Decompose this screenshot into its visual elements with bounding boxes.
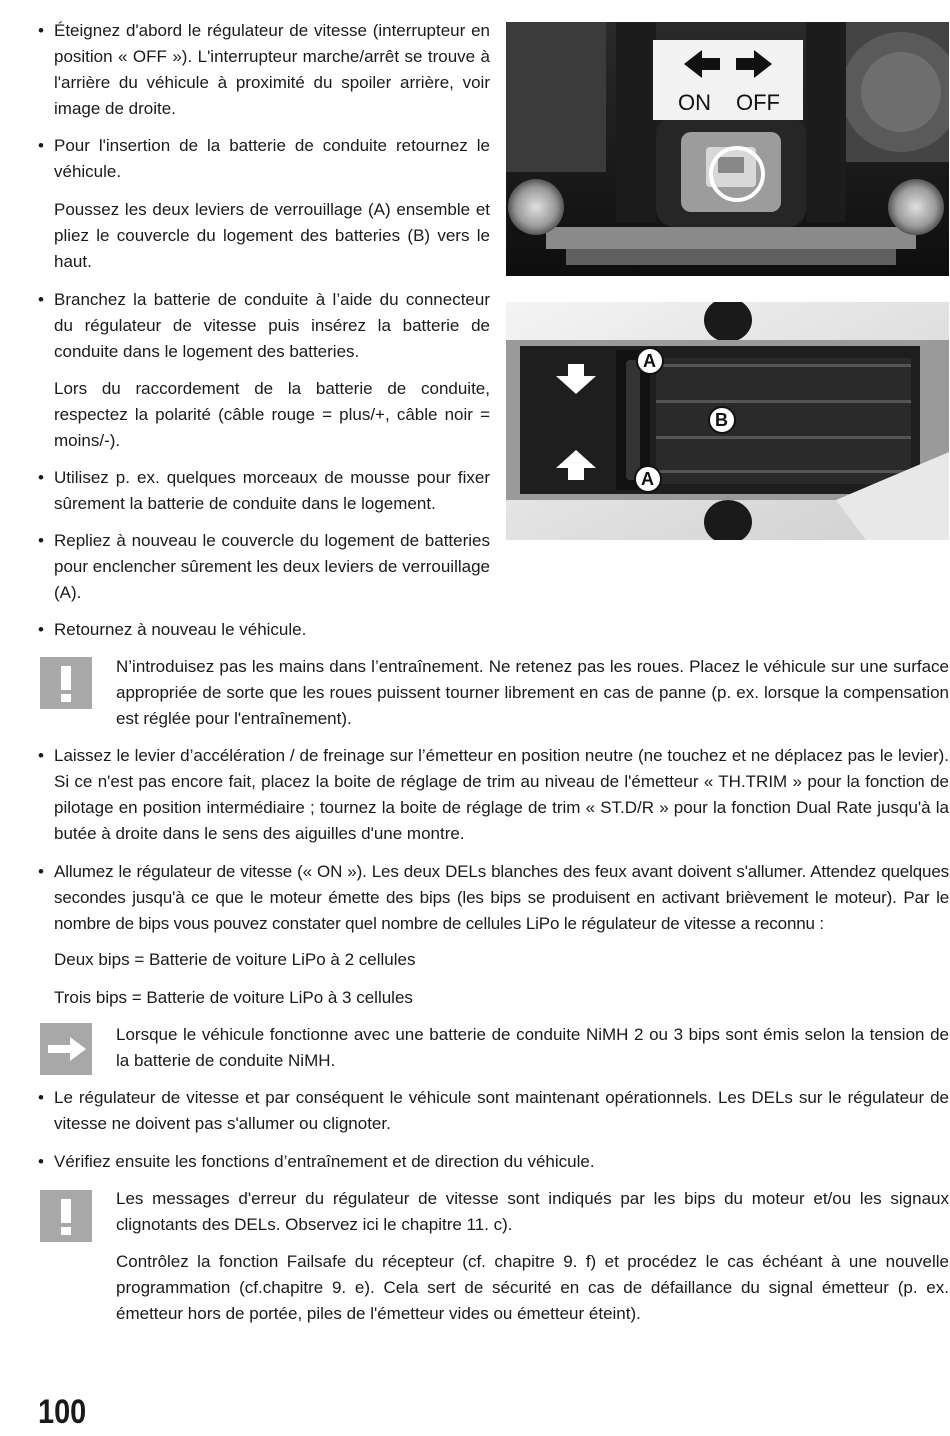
bullet-marker: • bbox=[38, 620, 44, 639]
bullet-marker: • bbox=[38, 746, 44, 765]
bullet-marker: • bbox=[38, 1152, 44, 1171]
beeps-three-cells: Trois bips = Batterie de voiture LiPo à 3 cellules bbox=[54, 988, 413, 1007]
bullet-marker: • bbox=[38, 290, 44, 309]
switch-off-label: OFF bbox=[736, 90, 780, 115]
lever-a-bottom-label: A bbox=[641, 469, 654, 489]
switch-photo bbox=[506, 22, 949, 276]
switch-on-label: ON bbox=[678, 90, 711, 115]
bullet-marker: • bbox=[38, 21, 44, 40]
bullet-marker: • bbox=[38, 136, 44, 155]
exclamation-icon bbox=[40, 1190, 92, 1242]
warning-failsafe: Contrôlez la fonction Failsafe du récepteur (cf. chapitre 9. f) et procédez le cas échéant à une nouvelle programmation (cf.chapitre 9. e). Cela sert de sécurité en cas de défaillance du signal émetteur (p. ex. émetteur hors de portée, piles de l'émetteur vides ou émetteur éteint). bbox=[116, 1252, 949, 1323]
warning-error-messages: Les messages d'erreur du régulateur de vitesse sont indiqués par les bips du moteur et/ou les signaux clignotants des DELs. Observez ici le chapitre 11. c). bbox=[116, 1189, 949, 1234]
step-ready: Le régulateur de vitesse et par conséquent le véhicule sont maintenant opérationnels. Les DELs sur le régulateur de vitesse ne doivent pas s'allumer ou clignoter. bbox=[54, 1088, 949, 1133]
step-turn-back: Retournez à nouveau le véhicule. bbox=[54, 620, 307, 639]
bullet-marker: • bbox=[38, 1088, 44, 1107]
step-foam: Utilisez p. ex. quelques morceaux de mousse pour fixer sûrement la batterie de conduite dans le logement. bbox=[54, 468, 490, 513]
step-throttle-neutral: Laissez le levier d’accélération / de freinage sur l’émetteur en position neutre (ne touchez et ne déplacez pas le levier). Si ce n'est pas encore fait, placez la boite de réglage de trim au niveau de l'émetteur « TH.TRIM » pour la fonction de pilotage en position intermédiaire ; tournez la boite de réglage de trim « ST.D/R » pour la fonction Dual Rate jusqu'à la butée à droite dans le sens des aiguilles d'une montre. bbox=[54, 746, 949, 843]
step-open-cover: Poussez les deux leviers de verrouillage (A) ensemble et pliez le couvercle du logement des batteries (B) vers le haut. bbox=[54, 200, 490, 271]
battery-compartment-photo bbox=[506, 302, 949, 540]
bullet-marker: • bbox=[38, 862, 44, 881]
page-number: 100 bbox=[38, 1393, 87, 1431]
warning-drive-hands: N’introduisez pas les mains dans l’entraînement. Ne retenez pas les roues. Placez le véhicule sur une surface appropriée de sorte que les roues puissent tourner librement en cas de panne (p. ex. lorsque la compensation est réglée pour l'entraînement). bbox=[116, 657, 949, 728]
bullet-marker: • bbox=[38, 531, 44, 550]
step-switch-off: Éteignez d'abord le régulateur de vitesse (interrupteur en position « OFF »). L'interrupteur marche/arrêt se trouve à l'arrière du véhicule à proximité du spoiler arrière, voir image de droite. bbox=[54, 21, 490, 118]
beeps-two-cells: Deux bips = Batterie de voiture LiPo à 2 cellules bbox=[54, 950, 416, 969]
exclamation-icon bbox=[40, 657, 92, 709]
step-close-cover: Repliez à nouveau le couvercle du logement de batteries pour enclencher sûrement les deux leviers de verrouillage (A). bbox=[54, 531, 490, 602]
cover-b-label: B bbox=[715, 410, 728, 430]
bullet-marker: • bbox=[38, 468, 44, 487]
lever-a-top-label: A bbox=[643, 351, 656, 371]
arrow-right-icon bbox=[40, 1023, 92, 1075]
step-turn-vehicle: Pour l'insertion de la batterie de conduite retournez le véhicule. bbox=[54, 136, 490, 181]
step-polarity: Lors du raccordement de la batterie de conduite, respectez la polarité (câble rouge = plus/+, câble noir = moins/-). bbox=[54, 379, 490, 450]
step-switch-on: Allumez le régulateur de vitesse (« ON »). Les deux DELs blanches des feux avant doivent s'allumer. Attendez quelques secondes jusqu'à ce que le moteur émette des bips (les bips se produisent en activant brièvement le moteur). Par le nombre de bips vous pouvez constater quel nombre de cellules LiPo le régulateur de vitesse a reconnu : bbox=[54, 862, 949, 933]
info-nimh-beeps: Lorsque le véhicule fonctionne avec une batterie de conduite NiMH 2 ou 3 bips sont émis selon la tension de la batterie de conduite NiMH. bbox=[116, 1025, 949, 1070]
step-check-functions: Vérifiez ensuite les fonctions d’entraînement et de direction du véhicule. bbox=[54, 1152, 595, 1171]
step-connect-battery: Branchez la batterie de conduite à l’aide du connecteur du régulateur de vitesse puis insérez la batterie de conduite dans le logement des batteries. bbox=[54, 290, 490, 361]
